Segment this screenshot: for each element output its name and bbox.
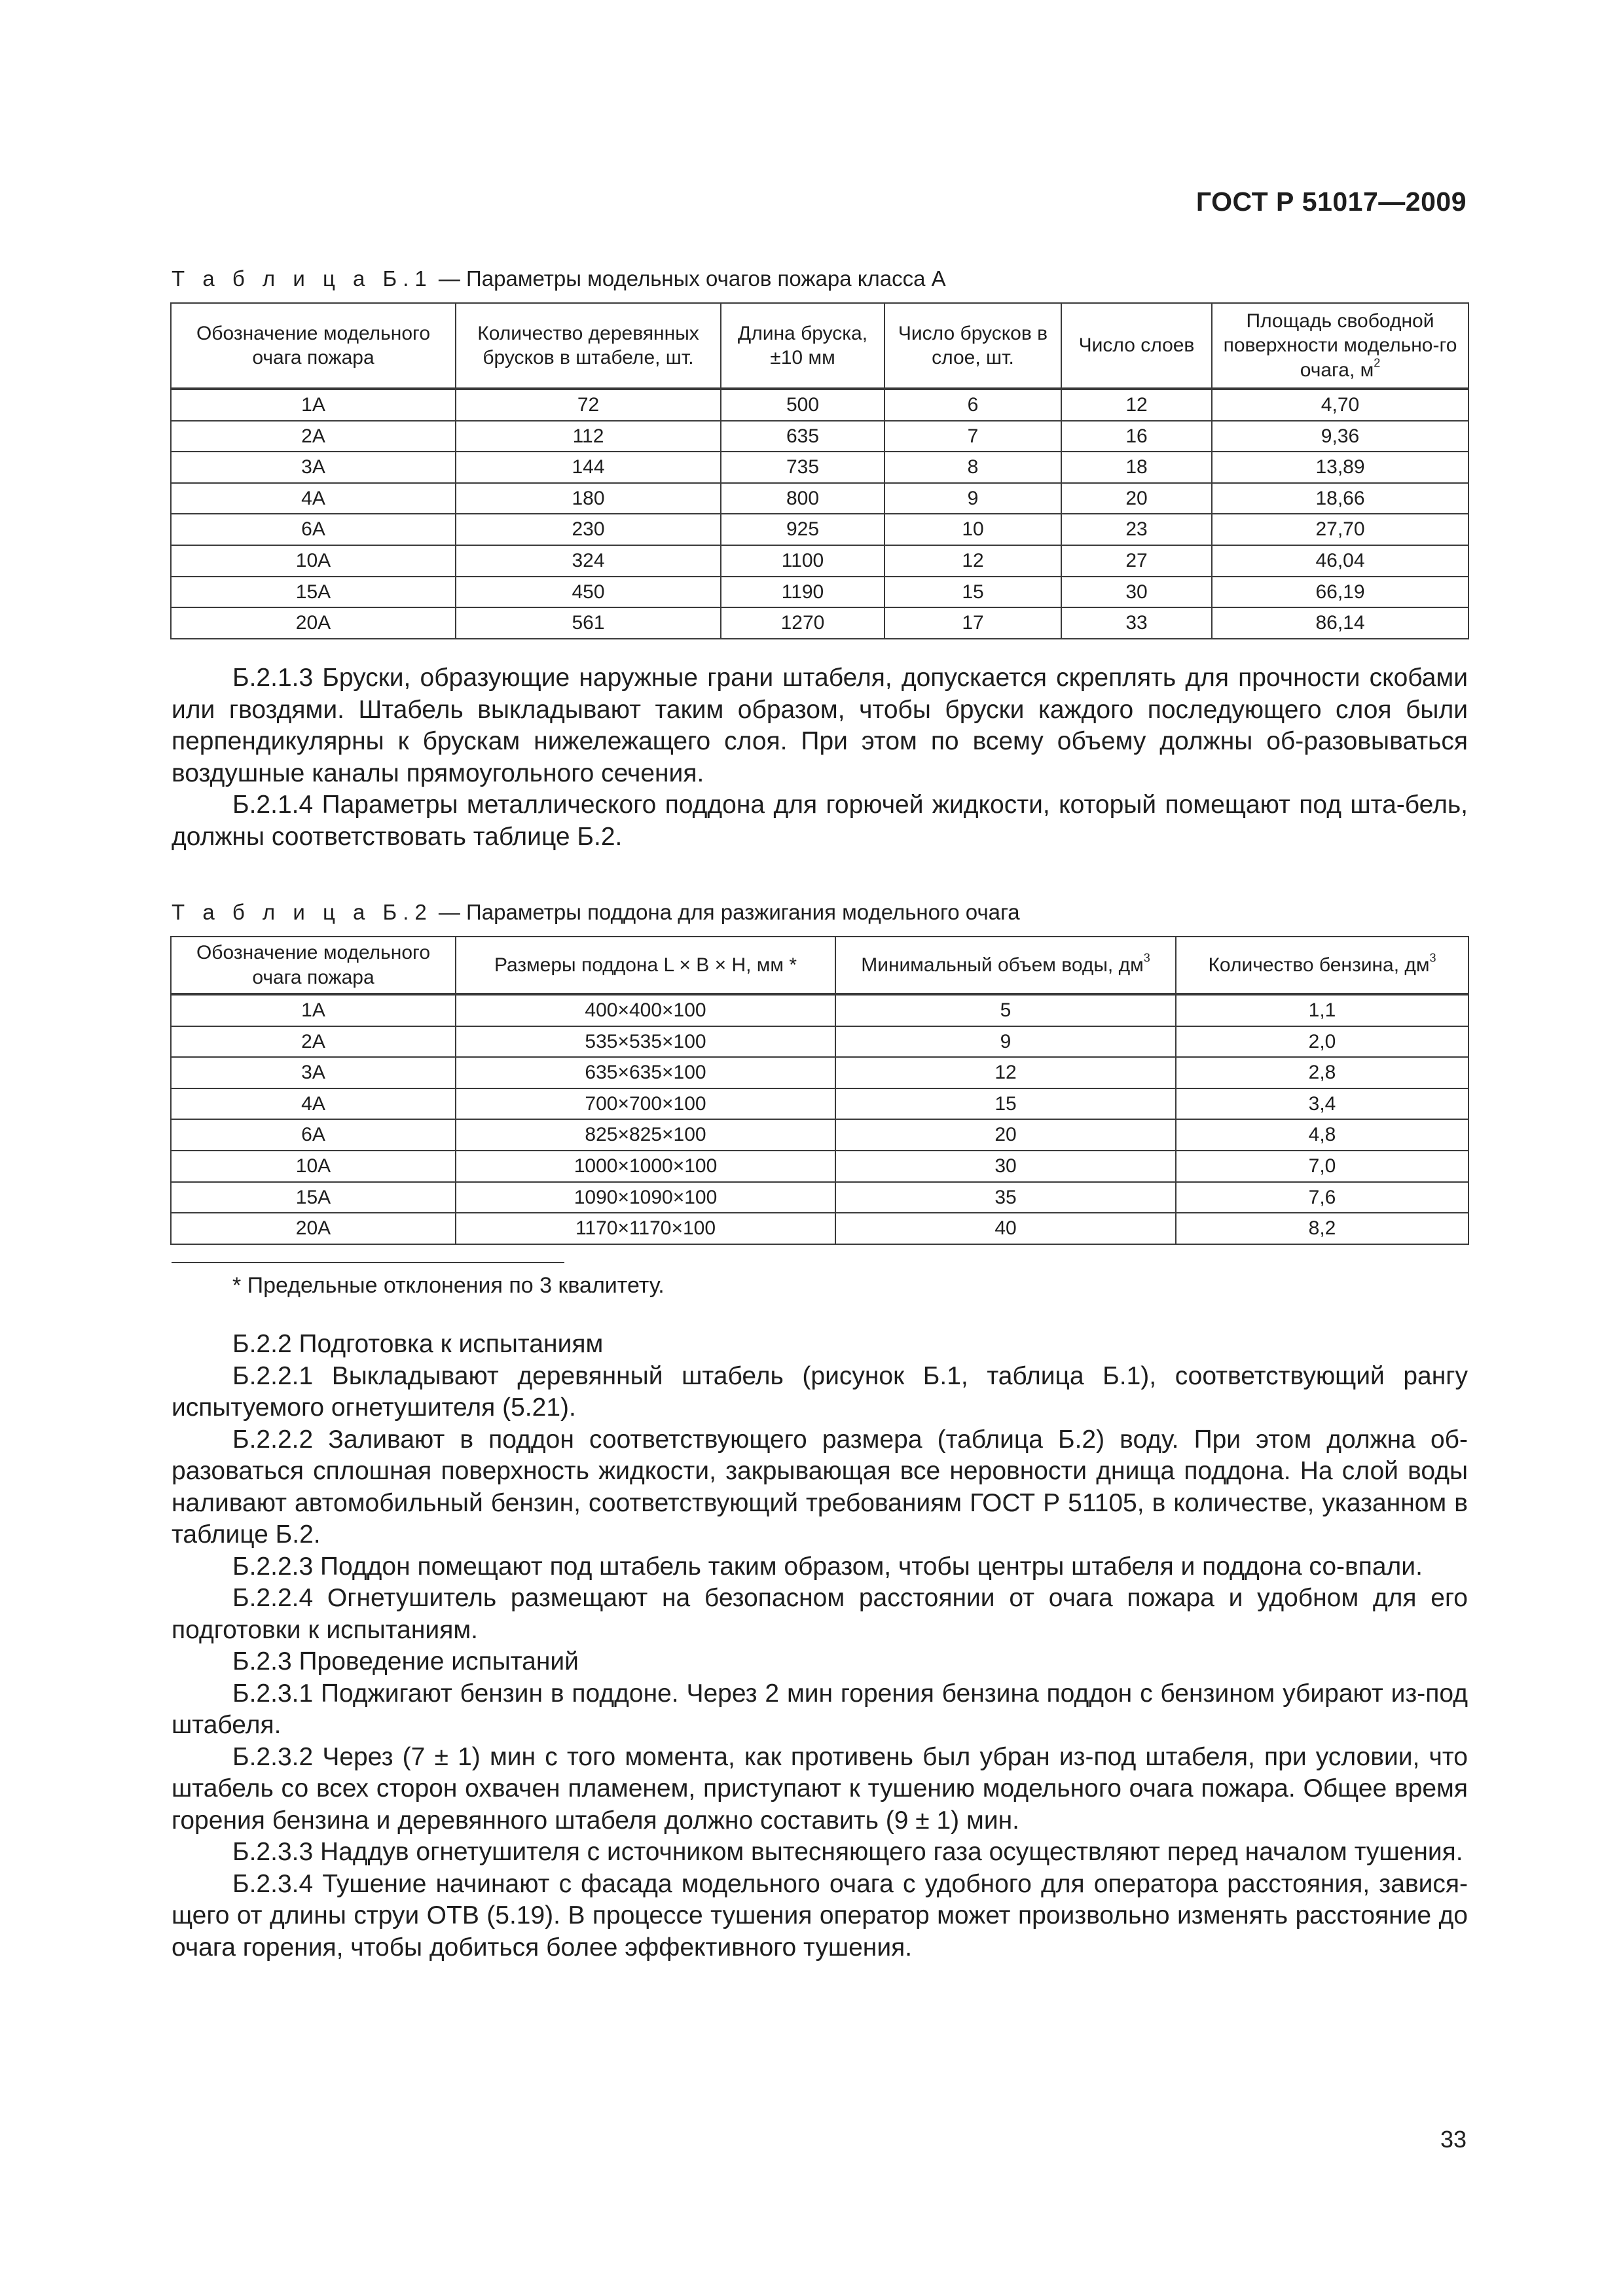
table-header-row <box>171 937 1468 994</box>
table1-caption-text: — Параметры модельных очагов пожара класса А <box>432 266 946 291</box>
table-cell: 86,14 <box>1212 607 1468 639</box>
table-cell: 46,04 <box>1212 545 1468 577</box>
table-cell: 18 <box>1061 452 1212 483</box>
table-cell: 230 <box>456 514 721 545</box>
table1-caption <box>172 266 946 291</box>
table-cell: 4А <box>171 483 456 514</box>
column-header: Число слоев <box>1061 303 1212 389</box>
table-cell: 1090×1090×100 <box>456 1182 835 1213</box>
table-cell: 2,0 <box>1176 1026 1468 1058</box>
paragraph: Б.2.2.1 Выкладывают деревянный штабель (рисунок Б.1, таблица Б.1), соответствующий рангу испытуемого огнетушителя (5.21). <box>172 1361 1468 1422</box>
table-cell: 18,66 <box>1212 483 1468 514</box>
table-cell: 700×700×100 <box>456 1088 835 1120</box>
table-cell: 1270 <box>721 607 884 639</box>
table-cell: 112 <box>456 421 721 452</box>
table-cell: 1,1 <box>1176 994 1468 1026</box>
table-cell: 23 <box>1061 514 1212 545</box>
table-cell: 8,2 <box>1176 1213 1468 1244</box>
table-cell: 400×400×100 <box>456 994 835 1026</box>
table-body <box>171 994 1468 1244</box>
table-cell: 20А <box>171 1213 456 1244</box>
paragraph: Б.2.2.3 Поддон помещают под штабель таким образом, чтобы центры штабеля и поддона со-впали. <box>232 1552 1423 1581</box>
table-cell: 6 <box>884 389 1061 421</box>
table-cell: 35 <box>835 1182 1176 1213</box>
column-header: Обозначение модельного очага пожара <box>171 937 456 994</box>
table-cell: 735 <box>721 452 884 483</box>
table-cell: 635 <box>721 421 884 452</box>
paragraph: Б.2.1.3 Бруски, образующие наружные грани штабеля, допускается скреплять для прочности скобами или гвоздями. Штабель выкладывают таким образом, чтобы бруски каждого последующего слоя были перпендикулярны к брускам нижележащего слоя. При этом по всему объему должны об-разовываться воздушные каналы прямоугольного сечения. <box>172 664 1468 787</box>
table-pan-parameters <box>170 936 1469 1245</box>
column-header: Число брусков в слое, шт. <box>884 303 1061 389</box>
table-cell: 15А <box>171 1182 456 1213</box>
table-row <box>171 1119 1468 1151</box>
table-cell: 7,0 <box>1176 1151 1468 1182</box>
table-model-fire-parameters <box>170 302 1469 639</box>
table-row <box>171 1151 1468 1182</box>
table-row <box>171 1026 1468 1058</box>
table-cell: 30 <box>835 1151 1176 1182</box>
table-row <box>171 1088 1468 1120</box>
table-cell: 925 <box>721 514 884 545</box>
table-row <box>171 483 1468 514</box>
table-cell: 16 <box>1061 421 1212 452</box>
table-row <box>171 545 1468 577</box>
table-cell: 20 <box>835 1119 1176 1151</box>
table-row <box>171 1057 1468 1088</box>
table-cell: 9 <box>835 1026 1176 1058</box>
column-header: Длина бруска, ±10 мм <box>721 303 884 389</box>
table-cell: 825×825×100 <box>456 1119 835 1151</box>
table-row <box>171 607 1468 639</box>
table-cell: 4,70 <box>1212 389 1468 421</box>
table-cell: 4,8 <box>1176 1119 1468 1151</box>
unit-superscript: 3 <box>1143 951 1150 965</box>
table-cell: 2А <box>171 1026 456 1058</box>
table-row <box>171 452 1468 483</box>
table-body <box>171 389 1468 639</box>
table-cell: 3А <box>171 1057 456 1088</box>
column-header <box>1176 937 1468 994</box>
table-cell: 2,8 <box>1176 1057 1468 1088</box>
paragraph: Б.2.2.4 Огнетушитель размещают на безопасном расстоянии от очага пожара и удобном для его подготовки к испытаниям. <box>172 1584 1468 1644</box>
paragraph: Б.2.3 Проведение испытаний <box>232 1647 579 1676</box>
paragraph: Б.2.3.1 Поджигают бензин в поддоне. Через 2 мин горения бензина поддон с бензином убирают из-под штабеля. <box>172 1679 1468 1739</box>
table-cell: 450 <box>456 577 721 608</box>
paragraph: Б.2.2.2 Заливают в поддон соответствующего размера (таблица Б.2) воду. При этом должна об-разоваться сплошная поверхность жидкости, закрывающая все неровности днища поддона. На слой воды наливают автомобильный бензин, соответствующий требованиям ГОСТ Р 51105, в количестве, указанном в таблице Б.2. <box>172 1425 1468 1549</box>
table-cell: 33 <box>1061 607 1212 639</box>
table-cell: 13,89 <box>1212 452 1468 483</box>
table-cell: 9,36 <box>1212 421 1468 452</box>
paragraph: Б.2.3.4 Тушение начинают с фасада модельного очага с удобного для оператора расстояния, завися-щего от длины струи ОТВ (5.19). В процессе тушения оператор может произвольно изменять расстояние до очага горения, чтобы добиться более эффективного тушения. <box>172 1869 1468 1962</box>
table2-caption-text: — Параметры поддона для разжигания модельного очага <box>432 900 1020 924</box>
unit-superscript: 3 <box>1429 951 1436 965</box>
table-cell: 3А <box>171 452 456 483</box>
table-row <box>171 421 1468 452</box>
column-header-text: Количество бензина, дм <box>1208 954 1430 976</box>
table-cell: 27,70 <box>1212 514 1468 545</box>
table-cell: 144 <box>456 452 721 483</box>
table-cell: 1000×1000×100 <box>456 1151 835 1182</box>
table-row <box>171 1213 1468 1244</box>
table-cell: 6А <box>171 514 456 545</box>
table-cell: 10А <box>171 1151 456 1182</box>
table-cell: 8 <box>884 452 1061 483</box>
table-cell: 10 <box>884 514 1061 545</box>
table-row <box>171 389 1468 421</box>
table-row <box>171 1182 1468 1213</box>
table-cell: 500 <box>721 389 884 421</box>
table-row <box>171 577 1468 608</box>
table-cell: 1А <box>171 994 456 1026</box>
table-cell: 72 <box>456 389 721 421</box>
table-cell: 20А <box>171 607 456 639</box>
table-cell: 1190 <box>721 577 884 608</box>
table-cell: 5 <box>835 994 1176 1026</box>
body-text-section-1 <box>172 662 1468 853</box>
paragraph: Б.2.2 Подготовка к испытаниям <box>232 1330 604 1358</box>
table2-caption <box>172 900 1020 925</box>
table-header-row <box>171 303 1468 389</box>
unit-superscript: 2 <box>1374 356 1381 370</box>
column-header: Количество деревянных брусков в штабеле, шт. <box>456 303 721 389</box>
table-cell: 15 <box>884 577 1061 608</box>
table-cell: 535×535×100 <box>456 1026 835 1058</box>
column-header: Обозначение модельного очага пожара <box>171 303 456 389</box>
table-cell: 3,4 <box>1176 1088 1468 1120</box>
table-cell: 7 <box>884 421 1061 452</box>
table2-caption-label: Т а б л и ц а Б.2 <box>172 900 433 924</box>
table-cell: 2А <box>171 421 456 452</box>
footnote-divider <box>172 1262 564 1263</box>
table-cell: 30 <box>1061 577 1212 608</box>
table-cell: 7,6 <box>1176 1182 1468 1213</box>
table-cell: 4А <box>171 1088 456 1120</box>
table-cell: 12 <box>1061 389 1212 421</box>
table-cell: 6А <box>171 1119 456 1151</box>
table-cell: 1А <box>171 389 456 421</box>
table-cell: 17 <box>884 607 1061 639</box>
table-row <box>171 514 1468 545</box>
column-header <box>1212 303 1468 389</box>
table-cell: 180 <box>456 483 721 514</box>
table-cell: 800 <box>721 483 884 514</box>
table-cell: 1170×1170×100 <box>456 1213 835 1244</box>
table-cell: 12 <box>884 545 1061 577</box>
paragraph: Б.2.1.4 Параметры металлического поддона для горючей жидкости, который помещают под шта-бель, должны соответствовать таблице Б.2. <box>172 791 1468 851</box>
column-header-text: Площадь свободной поверхности модельно-го очага, м <box>1223 310 1457 381</box>
table-cell: 40 <box>835 1213 1176 1244</box>
table1-caption-label: Т а б л и ц а Б.1 <box>172 266 433 291</box>
paragraph: Б.2.3.3 Наддув огнетушителя с источником вытесняющего газа осуществляют перед началом тушения. <box>232 1838 1463 1866</box>
table-cell: 66,19 <box>1212 577 1468 608</box>
table-cell: 9 <box>884 483 1061 514</box>
table-row <box>171 994 1468 1026</box>
document-code: ГОСТ Р 51017—2009 <box>1195 187 1467 217</box>
footnote: * Предельные отклонения по 3 квалитету. <box>232 1273 665 1298</box>
body-text-section-2 <box>172 1329 1468 1964</box>
page-number: 33 <box>1440 2126 1467 2153</box>
table-cell: 27 <box>1061 545 1212 577</box>
column-header <box>835 937 1176 994</box>
table-cell: 635×635×100 <box>456 1057 835 1088</box>
table-cell: 15А <box>171 577 456 608</box>
table-cell: 324 <box>456 545 721 577</box>
table-cell: 561 <box>456 607 721 639</box>
table-cell: 10А <box>171 545 456 577</box>
column-header: Размеры поддона L × B × H, мм * <box>456 937 835 994</box>
paragraph: Б.2.3.2 Через (7 ± 1) мин с того момента, как противень был убран из-под штабеля, при условии, что штабель со всех сторон охвачен пламенем, приступают к тушению модельного очага пожара. Общее время горения бензина и деревянного штабеля должно составить (9 ± 1) мин. <box>172 1742 1468 1835</box>
table-cell: 15 <box>835 1088 1176 1120</box>
table-cell: 1100 <box>721 545 884 577</box>
column-header-text: Минимальный объем воды, дм <box>861 954 1144 976</box>
table-cell: 12 <box>835 1057 1176 1088</box>
table-cell: 20 <box>1061 483 1212 514</box>
